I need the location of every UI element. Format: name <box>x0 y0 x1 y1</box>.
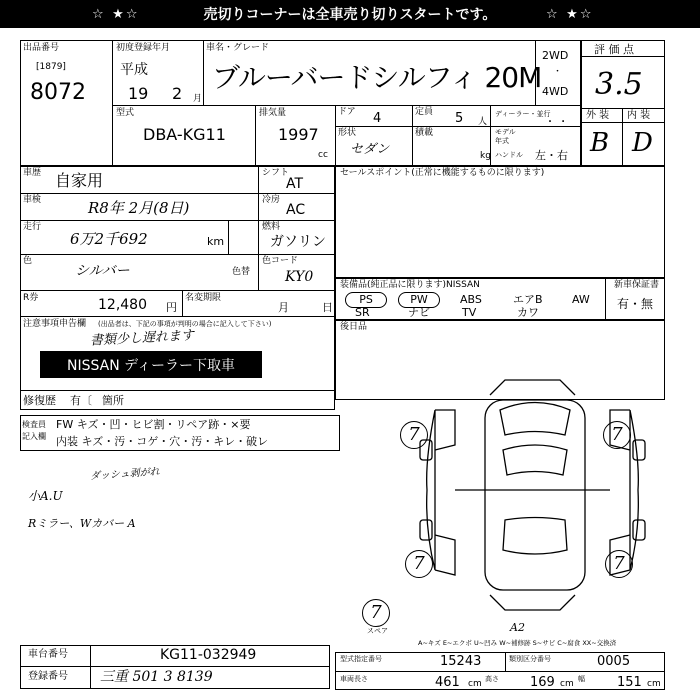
shift-label: シフト <box>262 168 290 178</box>
mileage-value: 6万2千692 <box>70 230 148 248</box>
doors-value: 4 <box>373 111 382 126</box>
handle-label: ハンドル <box>495 151 523 159</box>
model-name-label: 車名・グレード <box>206 43 270 53</box>
hand-note-a: 小A.U <box>28 489 63 503</box>
car-diagram <box>395 370 670 620</box>
type-label: 型式 <box>116 108 135 118</box>
aircon-label: 冷房 <box>262 195 281 205</box>
cat-label: 類別区分番号 <box>509 655 551 663</box>
banner-text: 売切りコーナーは全車売り切りスタートです。 <box>203 7 497 23</box>
recycle-expiry-day: 日 <box>322 301 333 314</box>
lot-label: 出品番号 <box>23 43 60 53</box>
equip-sr: SR <box>355 306 370 319</box>
reg-era: 平成 <box>120 62 148 78</box>
model-code-value: 15243 <box>440 654 482 669</box>
fuel-label: 燃料 <box>262 222 281 232</box>
displacement-label: 排気量 <box>259 108 287 118</box>
shift-value: AT <box>286 176 304 192</box>
doors-label: ドア <box>338 107 356 117</box>
use-value: 自家用 <box>55 171 104 190</box>
top-banner <box>0 0 700 28</box>
drive-4wd: 4WD <box>542 85 569 98</box>
mileage-label: 走行 <box>23 222 42 232</box>
length-label: 車両長さ <box>340 675 368 683</box>
width-label: 幅 <box>578 675 585 683</box>
banner-stars-right: ☆ ★☆ <box>546 6 594 22</box>
equip-airbag: エアB <box>513 293 543 306</box>
inspector-label1: 検査員 <box>22 420 46 429</box>
drive-dot: ・ <box>553 67 563 77</box>
banner-stars-left: ☆ ★☆ <box>92 6 140 22</box>
shape-value: セダン <box>350 142 390 157</box>
displacement-unit: cc <box>318 150 328 160</box>
equip-tv: TV <box>462 306 477 319</box>
displacement-value: 1997 <box>278 125 319 144</box>
warranty-value: 有・無 <box>617 297 654 311</box>
reg-month: 2 <box>172 84 183 103</box>
capacity-value: 5 <box>455 111 464 126</box>
mileage-unit: km <box>207 235 225 248</box>
model-year-label2: 年式 <box>495 137 509 145</box>
load-label: 積載 <box>415 128 434 138</box>
height-unit: cm <box>560 679 574 689</box>
reg-label: 初度登録年月 <box>116 43 171 53</box>
width-unit: cm <box>647 679 661 689</box>
recycle-unit: 円 <box>166 301 177 314</box>
notes-sub: (出品者は、下記の事項が判明の場合に記入して下さい) <box>98 320 272 328</box>
lot-number: 8072 <box>30 80 86 105</box>
damage-legend: A~キズ E~エクボ U~凹み W~補修跡 S~サビ C~腐食 XX~交換済 <box>418 639 617 647</box>
hand-note-dash: ダッシュ剥がれ <box>89 466 161 483</box>
equip-navi: ナビ <box>408 306 430 319</box>
height-label: 高さ <box>485 675 499 683</box>
use-label: 車歴 <box>23 168 42 178</box>
load-unit: kg <box>480 151 491 161</box>
grade-score: 3.5 <box>595 67 643 102</box>
recycle-expiry-unit: 月 <box>278 301 289 314</box>
reg-month-unit: 月 <box>193 94 203 104</box>
repair-value: 有〔 <box>70 394 92 407</box>
damage-mark-front-left: 7 <box>400 421 428 449</box>
cat-value: 0005 <box>597 654 631 669</box>
length-value: 461 <box>435 675 460 690</box>
equip-leather: カワ <box>517 306 539 319</box>
drive-2wd: 2WD <box>542 49 569 62</box>
sales-point-label: セールスポイント(正常に機能するものに限ります) <box>340 168 545 178</box>
model-name-value: ブルーバードシルフィ 20M <box>212 61 542 94</box>
damage-mark-front-right: 7 <box>603 421 631 449</box>
capacity-label: 定員 <box>415 107 434 117</box>
model-year-label1: モデル <box>495 128 516 136</box>
plate-value: 三重 501 3 8139 <box>100 669 213 685</box>
color-label: 色 <box>23 256 33 266</box>
inspector-row1: FW キズ・凹・ヒビ割・リペア跡・×要 <box>56 418 251 431</box>
seat-label: 後日品 <box>340 322 368 332</box>
damage-mark-spare: 7 <box>362 599 390 627</box>
capacity-unit: 人 <box>478 117 488 127</box>
equip-abs: ABS <box>460 293 482 306</box>
inspector-row2: 内装 キズ・汚・コゲ・穴・汚・キレ・破レ <box>56 435 269 448</box>
color-code-label: 色コード <box>262 256 299 266</box>
width-value: 151 <box>617 675 642 690</box>
lot-sub: [1879] <box>36 62 66 72</box>
grade-int-label: 内 装 <box>627 110 651 121</box>
color-num-label: 色替 <box>232 267 251 277</box>
grade-label: 評 価 点 <box>594 43 634 56</box>
notes-hand: 書類少し遅れます <box>89 328 195 349</box>
notes-label: 注意事項申告欄 <box>23 319 87 329</box>
diagram-note: A2 <box>510 621 525 634</box>
color-value: シルバー <box>75 263 130 279</box>
recycle-value: 12,480 <box>98 297 147 313</box>
equipment-label: 装備品(純正品に限ります)NISSAN <box>340 280 480 290</box>
dealer-parallel-dots: ・ ・ <box>545 117 569 128</box>
reg-year: 19 <box>128 84 149 103</box>
height-value: 169 <box>530 675 555 690</box>
plate-label: 登録番号 <box>28 671 68 682</box>
grade-int: D <box>632 128 653 158</box>
inspector-label2: 記入欄 <box>22 432 46 441</box>
equip-ps: PS <box>345 292 387 308</box>
color-code: KY0 <box>285 269 314 285</box>
damage-mark-rear-left: 7 <box>405 550 433 578</box>
grade-ext: B <box>590 128 610 158</box>
recycle-expiry-label: 名変期限 <box>185 293 222 303</box>
shape-label: 形状 <box>338 128 357 138</box>
inspection-value: R8年 2月(8日) <box>88 199 190 217</box>
chassis-label: 車台番号 <box>28 649 68 660</box>
hand-note-b: Rミラー、Wカバー A <box>28 517 136 530</box>
handle-value: 左・右 <box>535 149 568 162</box>
length-unit: cm <box>468 679 482 689</box>
sales-point-box <box>335 166 665 278</box>
type-value: DBA-KG11 <box>143 125 226 144</box>
inspection-label: 車検 <box>23 195 42 205</box>
model-code-label: 型式指定番号 <box>340 655 382 663</box>
damage-mark-rear-right: 7 <box>605 550 633 578</box>
equip-pw: PW <box>398 292 440 308</box>
recycle-label: R券 <box>23 293 39 303</box>
spare-label: スペア <box>367 627 388 635</box>
dealer-tradein-badge: NISSAN ディーラー下取車 <box>40 351 262 378</box>
aircon-value: AC <box>286 202 306 218</box>
warranty-label: 新車保証書 <box>614 280 660 290</box>
equip-aw: AW <box>572 293 590 306</box>
repair-suffix: 箇所 <box>102 394 124 407</box>
repair-label: 修復歴 <box>23 394 56 407</box>
dealer-parallel-label: ディーラー・並行 <box>495 110 551 118</box>
fuel-value: ガソリン <box>270 234 326 250</box>
grade-ext-label: 外 装 <box>586 110 610 121</box>
chassis-value: KG11-032949 <box>160 647 257 663</box>
